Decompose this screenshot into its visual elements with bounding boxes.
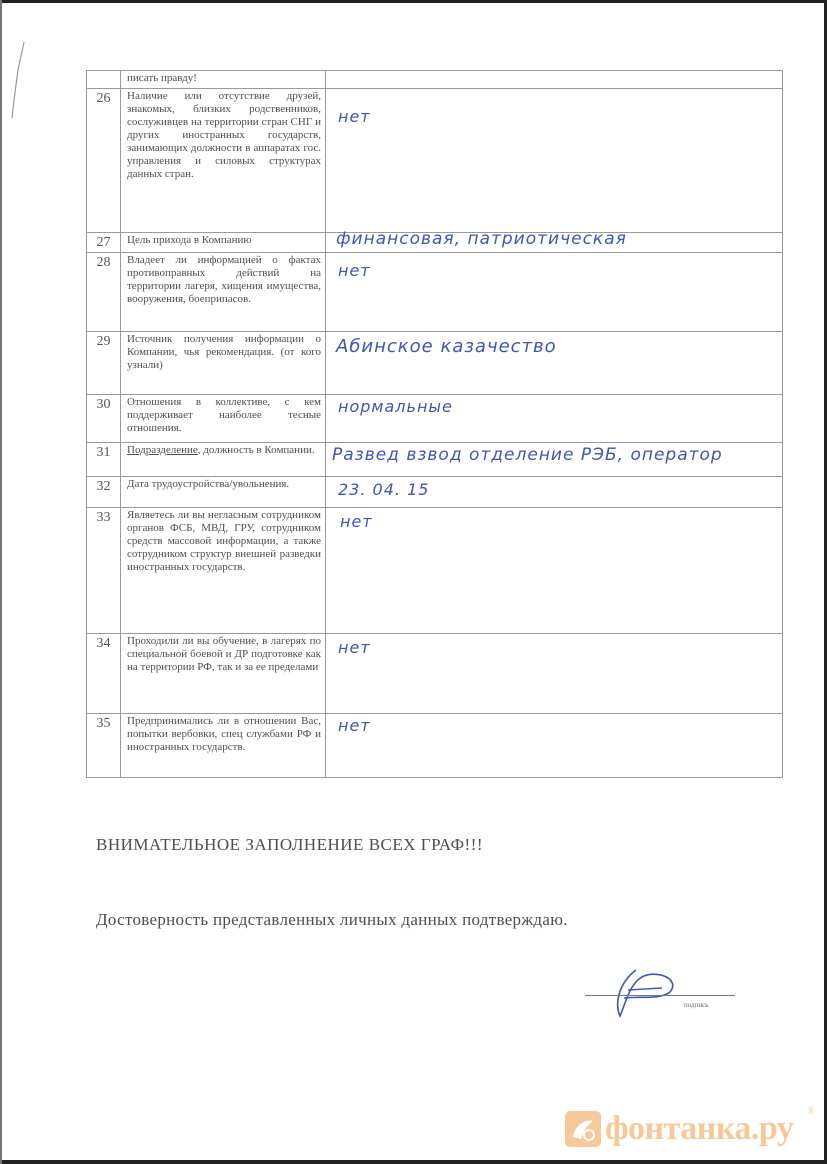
question-text: Владеет ли информацией о фактах противоправных действий на территории лагеря, хищения имущества, вооружения, боеприпасов. [121,253,326,332]
table-row [87,89,783,233]
table-row [87,443,783,477]
handwritten-answer: финансовая, патриотическая [336,229,627,249]
handwritten-answer: нормальные [338,397,453,416]
row-number: 33 [87,508,121,634]
page-border-left [0,0,2,1164]
question-text: Источник получения информации о Компании, чья рекомендация. (от кого узнали) [121,332,326,395]
table-row [87,714,783,778]
answer-cell [326,634,783,714]
row-number: 29 [87,332,121,395]
table-row [87,71,783,89]
handwritten-answer: нет [338,261,371,280]
handwritten-answer: 23. 04. 15 [338,480,430,499]
answer-cell [326,253,783,332]
answer-cell [326,71,783,89]
question-text [121,443,326,477]
question-text: Являетесь ли вы негласным сотрудником органов ФСБ, МВД, ГРУ, сотрудником средств массовой информации, а также сотрудником структур внешней разведки иностранных государств. [121,508,326,634]
signature-label: подпись [684,1001,709,1009]
question-underlined: Подразделение [127,444,198,456]
handwritten-answer: нет [340,512,373,531]
question-text: Цель прихода в Компанию [121,233,326,253]
row-number [87,71,121,89]
answer-cell [326,477,783,508]
table-row [87,332,783,395]
table-row [87,508,783,634]
questionnaire-table [86,70,783,778]
question-text: Наличие или отсутствие друзей, знакомых, близких родственников, сослуживцев на территории стран СНГ и других иностранных государств, занимающих должности в аппаратах гос. управления и силовых структурах данных стран. [121,89,326,233]
page-border-bottom [0,1160,827,1164]
scan-artifact [8,40,26,120]
handwritten-answer: Абинское казачество [336,336,557,357]
table-row [87,634,783,714]
row-number: 30 [87,395,121,443]
confirmation-text: Достоверность представленных личных данных подтверждаю. [96,910,568,929]
answer-cell [326,229,783,253]
row-number: 26 [87,89,121,233]
row-number: 32 [87,477,121,508]
answer-cell [326,443,783,477]
question-text: Проходили ли вы обучение, в лагерях по специальной боевой и ДР подготовке как на территории РФ, так и за ее пределами [121,634,326,714]
table-row [87,233,783,253]
signature-mark [600,962,690,1022]
question-text: Дата трудоустройства/увольнения. [121,477,326,508]
question-text: Отношения в коллективе, с кем поддерживает наиболее тесные отношения. [121,395,326,443]
answer-cell [326,508,783,634]
page-border-top [0,0,827,3]
answer-cell [326,332,783,395]
question-rest: , должность в Компании. [197,444,315,456]
row-number: 28 [87,253,121,332]
answer-cell [326,89,783,233]
question-text: писать правду! [121,71,326,89]
table-row [87,253,783,332]
handwritten-answer: нет [338,638,371,657]
handwritten-answer: Развед взвод отделение РЭБ, оператор [332,445,723,465]
table-row [87,395,783,443]
answer-cell [326,714,783,778]
handwritten-answer: нет [338,716,371,735]
table-row [87,477,783,508]
handwritten-answer: нет [338,107,371,126]
signature-line [585,995,735,996]
fontanka-watermark [565,1104,817,1154]
row-number: 35 [87,714,121,778]
watermark-text: фонтанка.ру [605,1110,794,1147]
row-number: 31 [87,443,121,477]
watermark-registered: ® [807,1106,815,1117]
fontanka-logo-icon [565,1111,601,1147]
row-number: 27 [87,233,121,253]
notice-heading: ВНИМАТЕЛЬНОЕ ЗАПОЛНЕНИЕ ВСЕХ ГРАФ!!! [96,835,484,854]
question-text: Предпринимались ли в отношении Вас, попытки вербовки, спец службами РФ и иностранных государств. [121,714,326,778]
row-number: 34 [87,634,121,714]
answer-cell [326,395,783,443]
